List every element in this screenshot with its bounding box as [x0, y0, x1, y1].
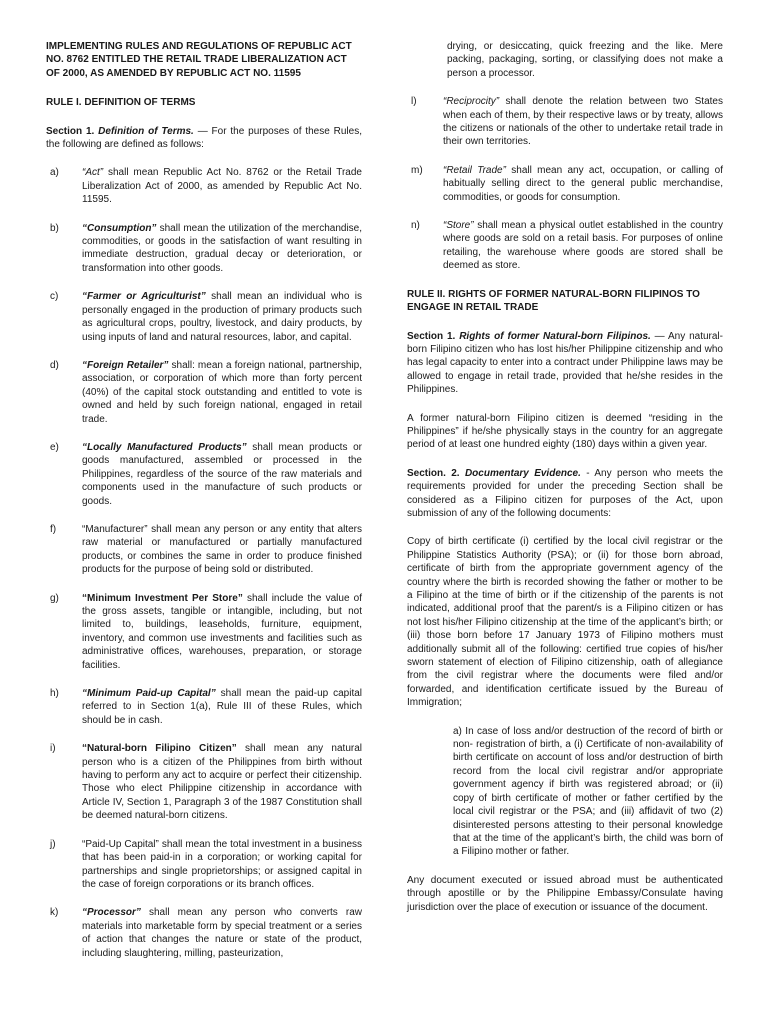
- section-title: Documentary Evidence.: [464, 467, 581, 479]
- loss-destruction-paragraph: a) In case of loss and/or destruction of the record of birth or non- registration of birth, a (i) Certificate of non-availability of birth certificate on account of loss and/or destruction of birth record from the local civil registrar and/or appropriate government agency if birth was registered abroad; or (ii) copy of birth certificate of mother or father certified by the local civil registrar or the PSA; and (iii) affidavit of two (2) disinterested persons attesting to their personal knowledge that at the time of the applicant’s birth, the child was born of a Filipino mother or father.: [453, 725, 723, 858]
- definition-text: [82, 359, 362, 426]
- definition-text: [82, 838, 362, 892]
- definition-label: f): [50, 523, 57, 535]
- definition-item: [46, 838, 362, 892]
- definition-label: k): [50, 907, 59, 919]
- definitions-list-continued: [407, 95, 723, 272]
- rule-1-heading: RULE I. DEFINITION OF TERMS: [46, 97, 196, 109]
- definition-label: e): [50, 441, 59, 453]
- definition-label: j): [50, 838, 56, 850]
- section-body: - Any person who meets the requirements provided for under the preceding Section shall be considered as a Filipino citizen for purposes of the Act, upon submission of any of the following documents:: [407, 467, 724, 519]
- definition-body: shall mean the utilization of the merchandise, commodities, or goods in the satisfaction of want resulting in immediate destruction, gradual decay or deterioration, or transformation into other goods.: [82, 222, 362, 274]
- definition-item: [46, 523, 362, 577]
- definition-body: shall mean any person or any entity that alters raw material or manufactured or partially manufactured products, or combines the same in order to produce finished products for the purpose of being sold or distributed.: [82, 523, 362, 576]
- definition-text: [82, 290, 362, 344]
- definition-label: i): [50, 743, 56, 755]
- rule-1-section-1: [46, 125, 362, 152]
- definition-term: “Retail Trade”: [443, 164, 506, 176]
- definition-term: “Natural-born Filipino Citizen”: [82, 743, 237, 755]
- definition-label: a): [50, 167, 59, 179]
- residing-paragraph: A former natural-born Filipino citizen is deemed “residing in the Philippines” if he/she physically stays in the country for an aggregate period of at least one hundred eighty (180) days within a given year.: [407, 412, 723, 451]
- rule-2-section-1: [407, 330, 723, 397]
- definition-text: [82, 441, 362, 508]
- definition-body: shall mean a physical outlet established in the country where goods are sold on a retail basis. For purposes of online retailing, the warehouse where goods are stored shall be deemed as store.: [443, 220, 723, 272]
- definition-term: “Processor”: [82, 907, 141, 919]
- definition-text: [443, 95, 723, 149]
- definition-label: h): [50, 688, 59, 700]
- definition-item: [46, 441, 362, 508]
- definition-body: shall mean Republic Act No. 8762 or the Retail Trade Liberalization Act of 2000, as amended by Republic Act No. 11595.: [82, 167, 362, 206]
- definition-body: shall mean products or goods manufactured, assembled or processed in the Philippines, regardless of the source of the raw materials and components used in the manufacture of such products or goods.: [82, 441, 362, 507]
- section-body: — Any natural-born Filipino citizen who has lost his/her Philippine citizenship and who has legal capacity to enter into a contract under Philippine laws may be allowed to engage in retail trade, provided that he/she resides in the Philippines.: [407, 330, 723, 396]
- definitions-list: [46, 166, 362, 960]
- definition-text: [82, 166, 362, 206]
- definition-text: [82, 687, 362, 727]
- definition-label: l): [411, 96, 417, 108]
- definition-term: “Farmer or Agriculturist”: [82, 291, 206, 303]
- definition-label: d): [50, 359, 59, 371]
- definition-item: [407, 219, 723, 273]
- definition-body: shall: mean a foreign national, partnership, association, or corporation of which more than forty percent (40%) of the capital stock outstanding and entitled to vote is owned and held by such foreign national, engaged in retail trade.: [82, 359, 362, 425]
- definition-item: [46, 359, 362, 426]
- left-column: [46, 40, 362, 975]
- rule-2-section-2: [407, 467, 723, 521]
- definition-term: “Reciprocity”: [443, 96, 500, 108]
- definition-label: b): [50, 222, 59, 234]
- definition-body: shall denote the relation between two States when each of them, by their respective laws or by treaty, allows the citizens or nationals of the other to undertake retail trade in their own territories.: [443, 96, 723, 148]
- definition-term: “Consumption”: [82, 222, 157, 234]
- authentication-paragraph: Any document executed or issued abroad must be authenticated through apostille or by the Philippine Embassy/Consulate having jurisdiction over the place of execution or issuance of the document.: [407, 874, 723, 913]
- definition-term: “Paid-Up Capital”: [82, 838, 159, 850]
- definition-text: [82, 906, 362, 960]
- definition-item: [46, 592, 362, 672]
- definition-body: shall mean the paid-up capital referred to in Section 1(a), Rule III of these Rules, which should be in cash.: [82, 688, 363, 726]
- section-number: Section 1.: [407, 330, 456, 342]
- definition-item: [46, 906, 362, 960]
- definition-label: n): [411, 220, 420, 232]
- definition-item: [46, 687, 362, 727]
- document-title: IMPLEMENTING RULES AND REGULATIONS OF REPUBLIC ACT NO. 8762 ENTITLED THE RETAIL TRADE LIBERALIZATION ACT OF 2000, AS AMENDED BY REPUBLIC ACT NO. 11595: [46, 41, 352, 79]
- definition-term: “Manufacturer”: [82, 523, 148, 535]
- definition-item: [46, 290, 362, 344]
- section-title: Definition of Terms.: [98, 125, 194, 137]
- definition-label: m): [411, 164, 423, 176]
- section-number: Section 1.: [46, 125, 95, 137]
- definition-term: “Act”: [82, 167, 104, 179]
- section-title: Rights of former Natural-born Filipinos.: [459, 330, 651, 342]
- definition-term: “Locally Manufactured Products”: [82, 441, 247, 453]
- rule-2-heading: RULE II. RIGHTS OF FORMER NATURAL-BORN FILIPINOS TO ENGAGE IN RETAIL TRADE: [407, 288, 700, 314]
- definition-text: [443, 219, 723, 273]
- section-number: Section. 2.: [407, 467, 460, 479]
- definition-item: [46, 222, 362, 276]
- definition-body: shall mean the total investment in a business that has been paid-in in a corporation; or working capital for partnerships and single proprietorships; or assigned capital in the case of foreign corporations or its branch offices.: [82, 838, 362, 890]
- definition-body: shall mean any natural person who is a citizen of the Philippines from birth without having to perform any act to acquire or perfect their citizenship. Those who elect Philippine citizenship in accordance with Article IV, Section 1, Paragraph 3 of the 1987 Constitution shall be deemed natural-born citizens.: [82, 743, 362, 822]
- definition-text: [443, 164, 723, 204]
- definition-term: “Minimum Paid-up Capital”: [82, 688, 216, 700]
- definition-body: shall mean an individual who is personally engaged in the production of primary products such as agricultural crops, poultry, livestock, and dairy products, by using inputs of land and natural resources, labor, and capital.: [82, 291, 362, 343]
- definition-text: [82, 592, 362, 672]
- definition-text: [82, 523, 362, 577]
- definition-item: [46, 166, 362, 206]
- definition-label: g): [50, 592, 59, 604]
- definition-item: [407, 95, 723, 149]
- definition-body: shall include the value of the gross assets, tangible or intangible, including, but not limited to, buildings, leaseholds, furniture, equipment, inventory, and common use investments and facilities such as administrative offices, warehouses, preparation, or storage facilities.: [82, 592, 362, 671]
- definition-term: “Store”: [443, 220, 474, 232]
- definition-term: “Minimum Investment Per Store”: [82, 592, 243, 604]
- definition-item: [407, 164, 723, 204]
- definition-label: c): [50, 291, 59, 303]
- section-body: — For the purposes of these Rules, the following are defined as follows:: [46, 125, 362, 151]
- birth-certificate-paragraph: Copy of birth certificate (i) certified by the local civil registrar or the Philippine Statistics Authority (PSA); or (ii) for those born abroad, certificate of birth from the appropriate government agency of the country where the birth is recorded showing the father or mother to be a Filipino at the time of birth or if the citizenship of the parents is not indicated, additional proof that the parent/s is a Filipino citizen or has not lost his/her Filipino citizenship at the time of the applicant’s birth; or (iii) those born before 17 January 1973 of Filipino mothers must additionally submit all of the following: certified true copies of his/her sworn statement of election of Filipino citizenship, oath of allegiance from the civil registrar where the documents were filed and/or forwarded, and identification certificate issued by the Bureau of Immigration;: [407, 536, 723, 709]
- definition-body: shall mean any act, occupation, or calling of habitually selling direct to the general public merchandise, commodities, or goods for consumption.: [443, 164, 724, 203]
- definition-term: “Foreign Retailer”: [82, 359, 169, 371]
- right-column: [407, 40, 723, 929]
- definition-text: [82, 222, 362, 276]
- definition-text: [82, 742, 362, 822]
- definition-continuation: drying, or desiccating, quick freezing and the like. Mere packing, packaging, sorting, or classifying does not make a person a processor.: [447, 41, 723, 79]
- definition-body: shall mean any person who converts raw materials into marketable form by special treatment or a series of action that changes the nature or state of the product, including slaughtering, milling, pasteurization,: [82, 907, 362, 959]
- definition-item: [46, 742, 362, 822]
